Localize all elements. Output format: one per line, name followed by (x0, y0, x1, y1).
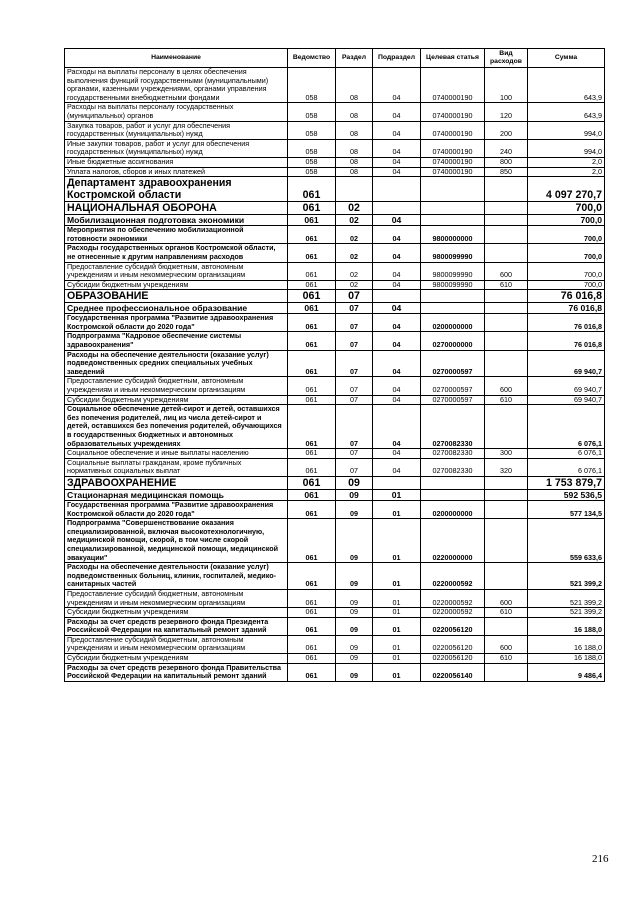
row-amount: 6 076,1 (528, 405, 605, 449)
row-section: 09 (336, 589, 373, 607)
row-name: Субсидии бюджетным учреждениям (65, 280, 288, 290)
table-row (65, 635, 605, 653)
table-body (65, 68, 605, 682)
row-department: 061 (288, 663, 336, 681)
row-amount: 76 016,8 (528, 332, 605, 350)
row-target-article (421, 202, 485, 215)
row-section: 09 (336, 476, 373, 489)
row-subsection: 04 (373, 405, 421, 449)
row-target-article: 0220000592 (421, 589, 485, 607)
row-name: Стационарная медицинская помощь (65, 489, 288, 500)
table-row (65, 563, 605, 590)
row-expense-type (485, 563, 528, 590)
row-name: Государственная программа "Развитие здравоохранения Костромской области до 2020 года" (65, 314, 288, 332)
row-department: 061 (288, 458, 336, 476)
row-department: 061 (288, 262, 336, 280)
table-row (65, 395, 605, 405)
table-row (65, 303, 605, 314)
row-expense-type (485, 244, 528, 262)
row-name: Подпрограмма "Кадровое обеспечение системы здравоохранения" (65, 332, 288, 350)
row-expense-type (485, 226, 528, 244)
row-subsection: 04 (373, 139, 421, 157)
row-department: 061 (288, 654, 336, 664)
row-amount: 521 399,2 (528, 608, 605, 618)
row-expense-type (485, 617, 528, 635)
row-department: 061 (288, 226, 336, 244)
row-section: 07 (336, 395, 373, 405)
row-department: 058 (288, 121, 336, 139)
table-row (65, 157, 605, 167)
row-department: 061 (288, 202, 336, 215)
row-subsection: 01 (373, 608, 421, 618)
row-amount: 69 940,7 (528, 395, 605, 405)
row-expense-type: 600 (485, 635, 528, 653)
table-row (65, 476, 605, 489)
row-section: 07 (336, 332, 373, 350)
table-row (65, 489, 605, 500)
row-target-article: 0740000190 (421, 68, 485, 103)
row-expense-type: 800 (485, 157, 528, 167)
row-name: ОБРАЗОВАНИЕ (65, 290, 288, 303)
row-section: 09 (336, 519, 373, 563)
row-subsection: 04 (373, 215, 421, 226)
row-amount: 6 076,1 (528, 449, 605, 459)
row-name: Мероприятия по обеспечению мобилизационной готовности экономики (65, 226, 288, 244)
row-target-article: 0220000592 (421, 608, 485, 618)
row-department: 061 (288, 303, 336, 314)
row-section: 02 (336, 226, 373, 244)
row-expense-type (485, 476, 528, 489)
row-section: 09 (336, 489, 373, 500)
row-subsection (373, 290, 421, 303)
table-row (65, 500, 605, 518)
row-amount: 6 076,1 (528, 458, 605, 476)
row-amount: 577 134,5 (528, 500, 605, 518)
row-target-article: 0740000190 (421, 167, 485, 177)
row-section: 08 (336, 121, 373, 139)
row-expense-type (485, 202, 528, 215)
table-row (65, 519, 605, 563)
row-target-article: 0740000190 (421, 103, 485, 121)
row-target-article: 9800099990 (421, 280, 485, 290)
row-target-article: 0200000000 (421, 314, 485, 332)
row-subsection: 04 (373, 103, 421, 121)
table-row (65, 167, 605, 177)
row-subsection: 04 (373, 68, 421, 103)
table-row (65, 350, 605, 377)
table-row (65, 139, 605, 157)
table-row (65, 449, 605, 459)
row-subsection: 04 (373, 280, 421, 290)
row-target-article (421, 476, 485, 489)
row-subsection: 04 (373, 157, 421, 167)
table-row (65, 617, 605, 635)
row-department: 061 (288, 395, 336, 405)
row-section (336, 177, 373, 202)
row-name: Расходы за счет средств резервного фонда Президента Российской Федерации на капитальный ремонт зданий (65, 617, 288, 635)
row-expense-type: 610 (485, 608, 528, 618)
row-target-article: 0740000190 (421, 139, 485, 157)
row-expense-type: 300 (485, 449, 528, 459)
row-subsection: 04 (373, 167, 421, 177)
row-name: Расходы на выплаты персоналу в целях обеспечения выполнения функций государственными (муниципальными) органами, казенными учреждениями, органами управления государственными внебюджетными фондами (65, 68, 288, 103)
row-subsection: 01 (373, 654, 421, 664)
row-name: Субсидии бюджетным учреждениям (65, 654, 288, 664)
row-expense-type (485, 215, 528, 226)
table-row (65, 332, 605, 350)
row-amount: 643,9 (528, 68, 605, 103)
row-name: Закупка товаров, работ и услуг для обеспечения государственных (муниципальных) нужд (65, 121, 288, 139)
row-subsection: 04 (373, 262, 421, 280)
table-row (65, 458, 605, 476)
row-amount: 559 633,6 (528, 519, 605, 563)
row-department: 061 (288, 332, 336, 350)
row-expense-type: 100 (485, 68, 528, 103)
row-section: 09 (336, 500, 373, 518)
row-amount: 521 399,2 (528, 563, 605, 590)
row-name: Среднее профессиональное образование (65, 303, 288, 314)
row-department: 058 (288, 167, 336, 177)
row-target-article (421, 290, 485, 303)
row-target-article: 0220056120 (421, 617, 485, 635)
row-amount: 700,0 (528, 280, 605, 290)
table-header-row (65, 49, 605, 68)
row-department: 061 (288, 290, 336, 303)
row-section: 02 (336, 215, 373, 226)
row-expense-type (485, 290, 528, 303)
row-department: 058 (288, 68, 336, 103)
row-section: 08 (336, 167, 373, 177)
header-section: Раздел (336, 49, 373, 68)
table-row (65, 68, 605, 103)
row-amount: 643,9 (528, 103, 605, 121)
header-target-article: Целевая статья (421, 49, 485, 68)
row-expense-type: 600 (485, 589, 528, 607)
row-amount: 69 940,7 (528, 350, 605, 377)
row-amount: 76 016,8 (528, 314, 605, 332)
row-department: 061 (288, 177, 336, 202)
row-expense-type: 320 (485, 458, 528, 476)
row-department: 061 (288, 244, 336, 262)
row-subsection: 04 (373, 458, 421, 476)
row-section: 07 (336, 350, 373, 377)
table-row (65, 177, 605, 202)
header-expense-type: Вид расходов (485, 49, 528, 68)
table-row (65, 608, 605, 618)
row-amount: 2,0 (528, 157, 605, 167)
row-target-article: 0270000597 (421, 395, 485, 405)
header-name: Наименование (65, 49, 288, 68)
row-name: Иные бюджетные ассигнования (65, 157, 288, 167)
row-name: НАЦИОНАЛЬНАЯ ОБОРОНА (65, 202, 288, 215)
row-amount: 4 097 270,7 (528, 177, 605, 202)
table-row (65, 103, 605, 121)
row-amount: 1 753 879,7 (528, 476, 605, 489)
table-row (65, 280, 605, 290)
row-target-article: 0270000000 (421, 332, 485, 350)
row-amount: 700,0 (528, 202, 605, 215)
row-section: 02 (336, 244, 373, 262)
row-department: 061 (288, 449, 336, 459)
row-department: 061 (288, 405, 336, 449)
row-name: Иные закупки товаров, работ и услуг для обеспечения государственных (муниципальных) нужд (65, 139, 288, 157)
row-expense-type: 850 (485, 167, 528, 177)
row-section: 07 (336, 314, 373, 332)
row-department: 061 (288, 635, 336, 653)
row-name: Субсидии бюджетным учреждениям (65, 395, 288, 405)
row-subsection: 01 (373, 663, 421, 681)
row-section: 07 (336, 377, 373, 395)
row-target-article: 0270082330 (421, 405, 485, 449)
row-name: Социальные выплаты гражданам, кроме публичных нормативных социальных выплат (65, 458, 288, 476)
row-target-article: 0740000190 (421, 121, 485, 139)
row-department: 061 (288, 589, 336, 607)
header-department: Ведомство (288, 49, 336, 68)
row-section: 02 (336, 262, 373, 280)
table-row (65, 589, 605, 607)
row-target-article: 9800099990 (421, 262, 485, 280)
row-name: Предоставление субсидий бюджетным, автономным учреждениям и иным некоммерческим организациям (65, 262, 288, 280)
row-target-article: 9800099990 (421, 244, 485, 262)
row-subsection: 01 (373, 489, 421, 500)
page-number: 216 (592, 853, 609, 865)
row-target-article: 0740000190 (421, 157, 485, 167)
row-department: 061 (288, 215, 336, 226)
row-amount: 2,0 (528, 167, 605, 177)
row-name: Расходы на обеспечение деятельности (оказание услуг) подведомственных больниц, клиник, госпиталей, медико-санитарных частей (65, 563, 288, 590)
row-section: 08 (336, 139, 373, 157)
row-expense-type (485, 663, 528, 681)
row-name: Расходы на выплаты персоналу государственных (муниципальных) органов (65, 103, 288, 121)
row-subsection: 01 (373, 500, 421, 518)
row-amount: 16 188,0 (528, 654, 605, 664)
table-row (65, 663, 605, 681)
row-amount: 700,0 (528, 226, 605, 244)
row-target-article (421, 215, 485, 226)
row-name: Мобилизационная подготовка экономики (65, 215, 288, 226)
row-section: 08 (336, 103, 373, 121)
row-expense-type (485, 350, 528, 377)
row-department: 061 (288, 350, 336, 377)
row-expense-type: 610 (485, 280, 528, 290)
row-name: ЗДРАВООХРАНЕНИЕ (65, 476, 288, 489)
row-amount: 76 016,8 (528, 290, 605, 303)
row-section: 09 (336, 563, 373, 590)
row-expense-type (485, 303, 528, 314)
row-department: 058 (288, 157, 336, 167)
row-section: 02 (336, 280, 373, 290)
row-subsection: 04 (373, 314, 421, 332)
row-target-article: 0220000592 (421, 563, 485, 590)
row-expense-type: 600 (485, 262, 528, 280)
row-subsection (373, 202, 421, 215)
row-name: Социальное обеспечение детей-сирот и детей, оставшихся без попечения родителей, лиц из числа детей-сирот и детей, оставшихся без попечения родителей, обучающихся в государственных бюджетных и автономных образовательных учреждениях (65, 405, 288, 449)
row-name: Расходы государственных органов Костромской области, не отнесенные к другим направлениям расходов (65, 244, 288, 262)
row-section: 09 (336, 654, 373, 664)
row-amount: 700,0 (528, 262, 605, 280)
row-department: 058 (288, 139, 336, 157)
row-subsection: 01 (373, 589, 421, 607)
row-target-article: 0200000000 (421, 500, 485, 518)
row-subsection (373, 177, 421, 202)
table-row (65, 290, 605, 303)
row-target-article: 0220056120 (421, 654, 485, 664)
row-amount: 9 486,4 (528, 663, 605, 681)
row-target-article: 0270082330 (421, 449, 485, 459)
budget-table (64, 48, 605, 682)
row-subsection: 04 (373, 332, 421, 350)
row-amount: 700,0 (528, 244, 605, 262)
row-subsection: 04 (373, 395, 421, 405)
row-amount: 994,0 (528, 121, 605, 139)
row-department: 061 (288, 500, 336, 518)
row-target-article: 0220056120 (421, 635, 485, 653)
row-name: Подпрограмма "Совершенствование оказания специализированной, включая высокотехнологичную, медицинской помощи, скорой, в том числе скорой специализированной, медицинской помощи, медицинской эвакуации" (65, 519, 288, 563)
row-department: 061 (288, 563, 336, 590)
row-section: 02 (336, 202, 373, 215)
row-name: Субсидии бюджетным учреждениям (65, 608, 288, 618)
row-expense-type: 240 (485, 139, 528, 157)
row-name: Расходы за счет средств резервного фонда Правительства Российской Федерации на капитальный ремонт зданий (65, 663, 288, 681)
row-amount: 521 399,2 (528, 589, 605, 607)
row-expense-type: 610 (485, 654, 528, 664)
row-section: 08 (336, 157, 373, 167)
row-section: 09 (336, 608, 373, 618)
row-target-article: 9800000000 (421, 226, 485, 244)
row-subsection: 04 (373, 350, 421, 377)
row-target-article: 0270000597 (421, 350, 485, 377)
row-section: 07 (336, 405, 373, 449)
row-name: Социальное обеспечение и иные выплаты населению (65, 449, 288, 459)
row-department: 058 (288, 103, 336, 121)
row-amount: 76 016,8 (528, 303, 605, 314)
row-expense-type (485, 500, 528, 518)
row-subsection: 01 (373, 635, 421, 653)
row-amount: 592 536,5 (528, 489, 605, 500)
row-amount: 16 188,0 (528, 617, 605, 635)
row-department: 061 (288, 617, 336, 635)
table-row (65, 121, 605, 139)
row-department: 061 (288, 608, 336, 618)
row-subsection: 01 (373, 563, 421, 590)
row-expense-type (485, 314, 528, 332)
row-expense-type: 610 (485, 395, 528, 405)
row-amount: 69 940,7 (528, 377, 605, 395)
table-row (65, 215, 605, 226)
row-subsection: 04 (373, 226, 421, 244)
row-expense-type (485, 519, 528, 563)
table-row (65, 654, 605, 664)
table-row (65, 202, 605, 215)
row-department: 061 (288, 280, 336, 290)
row-target-article (421, 303, 485, 314)
row-target-article: 0220056140 (421, 663, 485, 681)
row-amount: 16 188,0 (528, 635, 605, 653)
row-amount: 994,0 (528, 139, 605, 157)
row-department: 061 (288, 489, 336, 500)
row-expense-type: 200 (485, 121, 528, 139)
row-target-article: 0220000000 (421, 519, 485, 563)
row-subsection: 01 (373, 519, 421, 563)
row-subsection: 04 (373, 244, 421, 262)
header-amount: Сумма (528, 49, 605, 68)
row-subsection: 04 (373, 377, 421, 395)
row-subsection (373, 476, 421, 489)
row-name: Предоставление субсидий бюджетным, автономным учреждениям и иным некоммерческим организациям (65, 377, 288, 395)
row-section: 07 (336, 303, 373, 314)
row-name: Государственная программа "Развитие здравоохранения Костромской области до 2020 года" (65, 500, 288, 518)
row-name: Предоставление субсидий бюджетным, автономным учреждениям и иным некоммерческим организациям (65, 635, 288, 653)
row-name: Предоставление субсидий бюджетным, автономным учреждениям и иным некоммерческим организациям (65, 589, 288, 607)
row-department: 061 (288, 377, 336, 395)
row-target-article (421, 489, 485, 500)
row-section: 09 (336, 617, 373, 635)
row-target-article: 0270082330 (421, 458, 485, 476)
row-expense-type (485, 332, 528, 350)
row-section: 09 (336, 663, 373, 681)
row-name: Уплата налогов, сборов и иных платежей (65, 167, 288, 177)
row-expense-type: 120 (485, 103, 528, 121)
row-name: Расходы на обеспечение деятельности (оказание услуг) подведомственных средних специальных учебных заведений (65, 350, 288, 377)
row-department: 061 (288, 476, 336, 489)
row-amount: 700,0 (528, 215, 605, 226)
row-expense-type (485, 489, 528, 500)
row-section: 07 (336, 449, 373, 459)
row-subsection: 01 (373, 617, 421, 635)
row-subsection: 04 (373, 449, 421, 459)
row-subsection: 04 (373, 303, 421, 314)
row-section: 09 (336, 635, 373, 653)
row-section: 07 (336, 290, 373, 303)
row-expense-type (485, 177, 528, 202)
table-row (65, 226, 605, 244)
row-department: 061 (288, 314, 336, 332)
header-subsection: Подраздел (373, 49, 421, 68)
row-expense-type (485, 405, 528, 449)
row-expense-type: 600 (485, 377, 528, 395)
row-section: 07 (336, 458, 373, 476)
table-row (65, 405, 605, 449)
row-section: 08 (336, 68, 373, 103)
row-target-article (421, 177, 485, 202)
table-row (65, 262, 605, 280)
row-subsection: 04 (373, 121, 421, 139)
row-department: 061 (288, 519, 336, 563)
row-target-article: 0270000597 (421, 377, 485, 395)
table-row (65, 244, 605, 262)
row-name: Департамент здравоохранения Костромской области (65, 177, 288, 202)
table-row (65, 377, 605, 395)
table-row (65, 314, 605, 332)
